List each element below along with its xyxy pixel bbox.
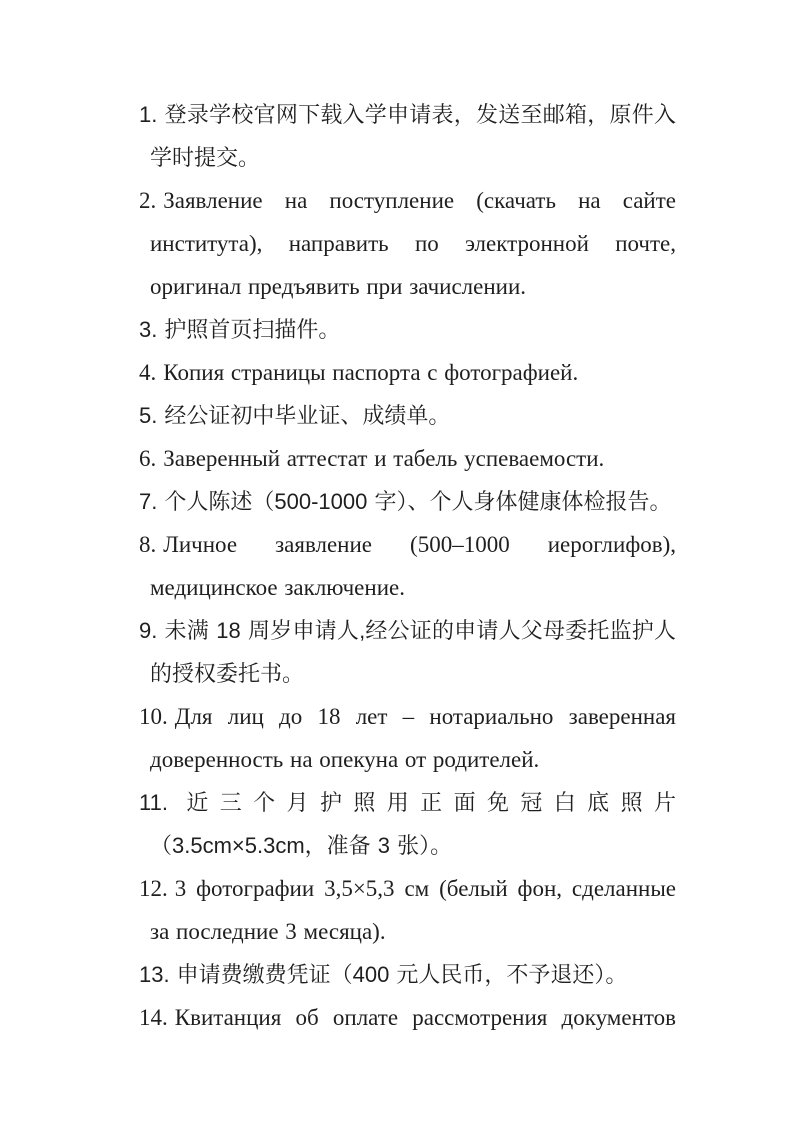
list-item — [139, 953, 676, 996]
list-item-text: Копия страницы паспорта с фотографией. — [163, 360, 579, 385]
list-item-number: 13. — [139, 962, 170, 987]
list-item-number: 6. — [139, 446, 157, 471]
list-item — [139, 308, 676, 351]
list-item-number: 11. — [139, 790, 168, 815]
list-item-number: 9. — [139, 618, 158, 643]
list-item-number: 7. — [139, 489, 158, 514]
list-item-text: 护照首页扫描件。 — [164, 317, 341, 342]
list-item-number: 4. — [139, 360, 157, 385]
list-item — [139, 93, 676, 179]
list-item — [139, 996, 676, 1039]
list-item — [139, 437, 676, 480]
list-item — [139, 394, 676, 437]
list-item-text: Заявление на поступление (скачать на сайте института), направить по электронной почте, оригинал предъявить при зачислении. — [150, 188, 676, 299]
list-item — [139, 867, 676, 953]
list-item — [139, 480, 676, 523]
list-item-text: Для лиц до 18 лет – нотариально заверенная доверенность на опекуна от родителей. — [150, 704, 676, 772]
list-item — [139, 609, 676, 695]
list-item-text: 未满 18 周岁申请人,经公证的申请人父母委托监护人的授权委托书。 — [150, 618, 676, 686]
list-item-number: 12. — [139, 876, 168, 901]
list-item-text: 个人陈述（500-1000 字）、个人身体健康体检报告。 — [164, 489, 672, 514]
list-item-text: 经公证初中毕业证、成绩单。 — [164, 403, 451, 428]
list-item — [139, 351, 676, 394]
list-item-number: 8. — [139, 532, 157, 557]
list-item-text: Личное заявление (500–1000 иероглифов), медицинское заключение. — [150, 532, 676, 600]
list-item — [139, 781, 676, 867]
list-item-text: 近三个月护照用正面免冠白底照片（3.5cm×5.3cm，准备 3 张）。 — [150, 790, 676, 858]
list-item-number: 14. — [139, 1005, 168, 1030]
list-item — [139, 695, 676, 781]
list-item-text: 3 фотографии 3,5×5,3 см (белый фон, сделанные за последние 3 месяца). — [150, 876, 676, 944]
list-item-number: 10. — [139, 704, 168, 729]
list-item-text: Квитанция об оплате рассмотрения документов — [174, 1005, 676, 1030]
list-item-number: 5. — [139, 403, 158, 428]
list-item — [139, 523, 676, 609]
list-item — [139, 179, 676, 308]
list-item-number: 1. — [139, 102, 158, 127]
list-item-number: 3. — [139, 317, 158, 342]
list-item-text: Заверенный аттестат и табель успеваемости. — [163, 446, 605, 471]
list-item-text: 登录学校官网下载入学申请表，发送至邮箱，原件入学时提交。 — [150, 102, 676, 170]
list-item-text: 申请费缴费凭证（400 元人民币，不予退还）。 — [176, 962, 628, 987]
list-item-number: 2. — [139, 188, 157, 213]
